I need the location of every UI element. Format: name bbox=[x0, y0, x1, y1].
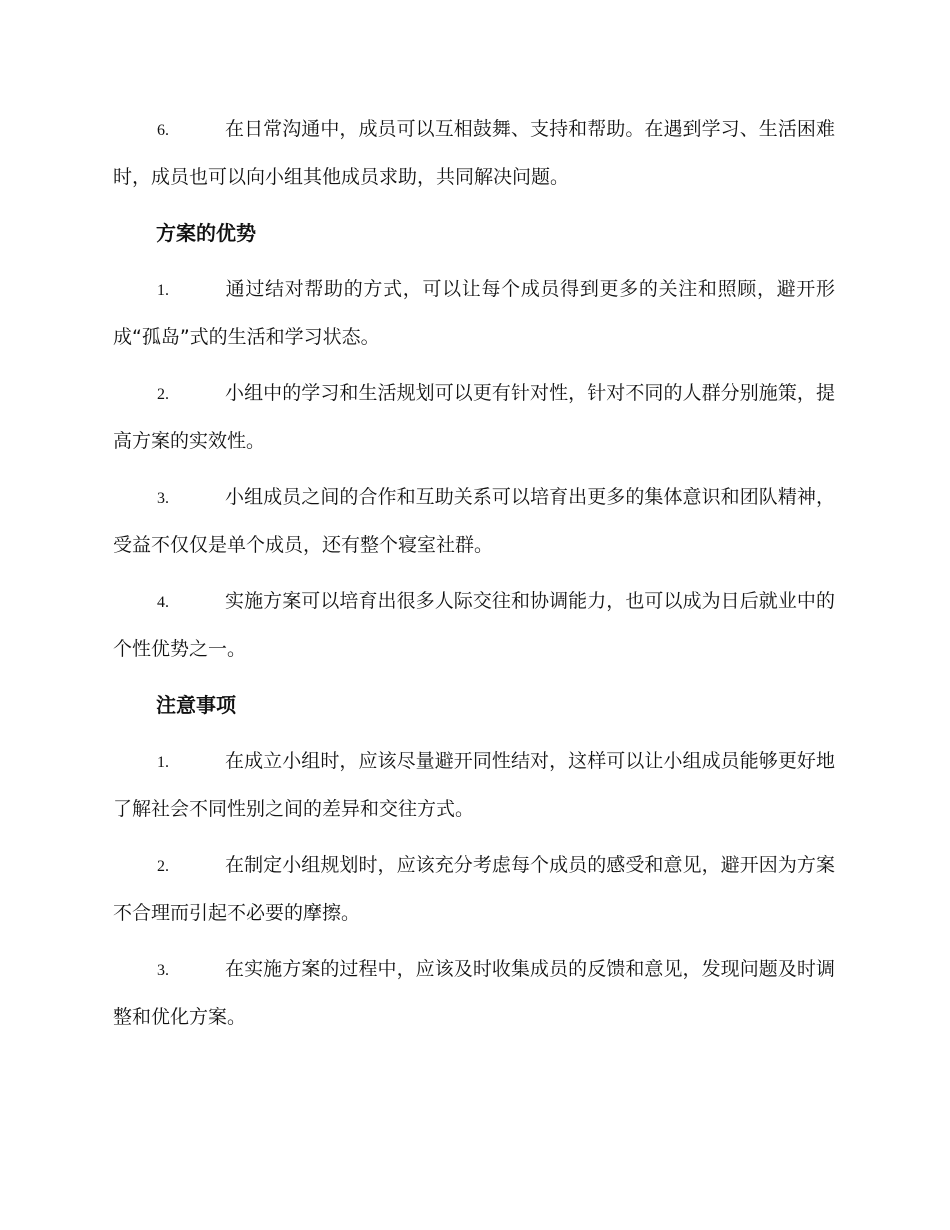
list-item bbox=[113, 738, 835, 832]
list-item-text: 通过结对帮助的方式，可以让每个成员得到更多的关注和照顾，避开形成“孤岛”式的生活和学习状态。 bbox=[113, 278, 835, 348]
list-item-text: 在制定小组规划时，应该充分考虑每个成员的感受和意见，避开因为方案不合理而引起不必要的摩擦。 bbox=[113, 854, 835, 924]
list-item bbox=[113, 106, 835, 200]
list-item-text: 实施方案可以培育出很多人际交往和协调能力，也可以成为日后就业中的个性优势之一。 bbox=[113, 590, 835, 660]
list-item-number: 3. bbox=[157, 962, 169, 979]
list-item-number: 1. bbox=[157, 754, 169, 771]
list-item-number: 6. bbox=[157, 122, 169, 139]
document-body bbox=[113, 106, 835, 1050]
list-item-text: 在实施方案的过程中，应该及时收集成员的反馈和意见，发现问题及时调整和优化方案。 bbox=[113, 958, 835, 1028]
list-item-number: 3. bbox=[157, 490, 169, 507]
list-item-text: 小组中的学习和生活规划可以更有针对性，针对不同的人群分别施策，提高方案的实效性。 bbox=[113, 382, 835, 452]
list-item bbox=[113, 266, 835, 360]
list-item-number: 4. bbox=[157, 594, 169, 611]
list-item bbox=[113, 842, 835, 936]
list-item-number: 2. bbox=[157, 386, 169, 403]
list-item-text: 在日常沟通中，成员可以互相鼓舞、支持和帮助。在遇到学习、生活困难时，成员也可以向小组其他成员求助，共同解决问题。 bbox=[113, 118, 835, 188]
list-item bbox=[113, 578, 835, 672]
section-heading-advantages: 方案的优势 bbox=[156, 221, 256, 245]
list-item bbox=[113, 474, 835, 568]
list-item bbox=[113, 946, 835, 1040]
section-heading-notes: 注意事项 bbox=[156, 693, 236, 717]
list-item-number: 1. bbox=[157, 282, 169, 299]
list-item-number: 2. bbox=[157, 858, 169, 875]
list-item-text: 在成立小组时，应该尽量避开同性结对，这样可以让小组成员能够更好地了解社会不同性别之间的差异和交往方式。 bbox=[113, 750, 835, 820]
list-item bbox=[113, 370, 835, 464]
list-item-text: 小组成员之间的合作和互助关系可以培育出更多的集体意识和团队精神，受益不仅仅是单个成员，还有整个寝室社群。 bbox=[113, 486, 835, 556]
